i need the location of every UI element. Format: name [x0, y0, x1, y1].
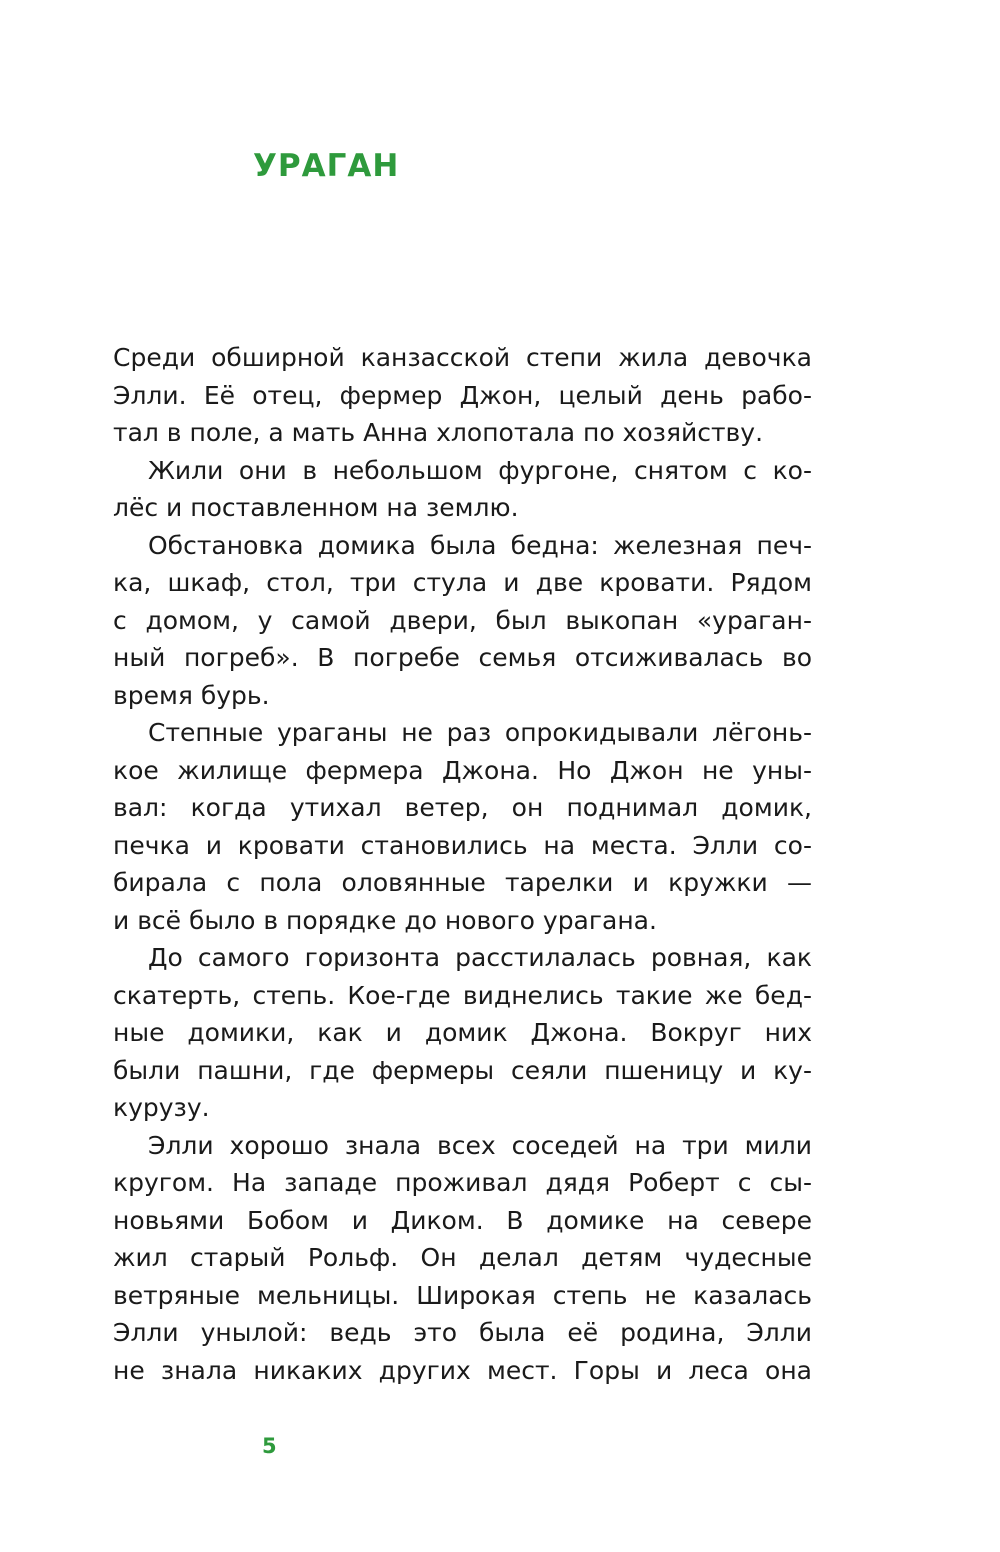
text-line: Элли. Её отец, фермер Джон, целый день рабо-: [113, 380, 812, 410]
text-line: кое жилище фермера Джона. Но Джон не уны-: [113, 755, 812, 785]
text-line: ные домики, как и домик Джона. Вокруг них: [113, 1018, 812, 1047]
text-line: Обстановка домика была бедна: железная печ-: [148, 530, 812, 560]
text-line: Жили они в небольшом фургоне, снятом с ко-: [148, 455, 812, 485]
text-line: время бурь.: [113, 680, 270, 710]
text-line: скатерть, степь. Кое-где виднелись такие же бед-: [113, 980, 812, 1010]
text-line: были пашни, где фермеры сеяли пшеницу и ку-: [113, 1055, 812, 1085]
text-line: кругом. На западе проживал дядя Роберт с сы-: [113, 1168, 812, 1197]
text-line: ный погреб». В погребе семья отсиживалась во: [113, 643, 812, 672]
text-line: с домом, у самой двери, был выкопан «ураган-: [113, 605, 812, 635]
text-line: не знала никаких других мест. Горы и леса она: [113, 1355, 812, 1385]
text-line: Элли хорошо знала всех соседей на три мили: [148, 1130, 812, 1160]
body-text: [113, 339, 812, 1389]
text-line: лёс и поставленном на землю.: [113, 493, 519, 522]
text-line: Степные ураганы не раз опрокидывали лёгонь-: [148, 718, 812, 747]
text-line: вал: когда утихал ветер, он поднимал домик,: [113, 793, 812, 822]
text-line: Элли унылой: ведь это была её родина, Элли: [113, 1318, 812, 1347]
text-line: жил старый Рольф. Он делал детям чудесные: [113, 1243, 812, 1272]
text-line: До самого горизонта расстилалась ровная, как: [148, 943, 812, 972]
text-line: тал в поле, а мать Анна хлопотала по хозяйству.: [113, 418, 764, 447]
text-line: курузу.: [113, 1093, 210, 1122]
text-line: ветряные мельницы. Широкая степь не казалась: [113, 1280, 812, 1310]
text-line: ка, шкаф, стол, три стула и две кровати. Рядом: [113, 568, 812, 597]
text-line: и всё было в порядке до нового урагана.: [113, 905, 657, 935]
text-line: бирала с пола оловянные тарелки и кружки —: [113, 868, 812, 897]
page-number: 5: [262, 1434, 277, 1458]
chapter-title: УРАГАН: [253, 148, 400, 184]
text-line: новьями Бобом и Диком. В домике на севере: [113, 1205, 812, 1235]
text-line: печка и кровати становились на места. Элли со-: [113, 830, 812, 860]
text-line: Среди обширной канзасской степи жила девочка: [113, 343, 812, 372]
